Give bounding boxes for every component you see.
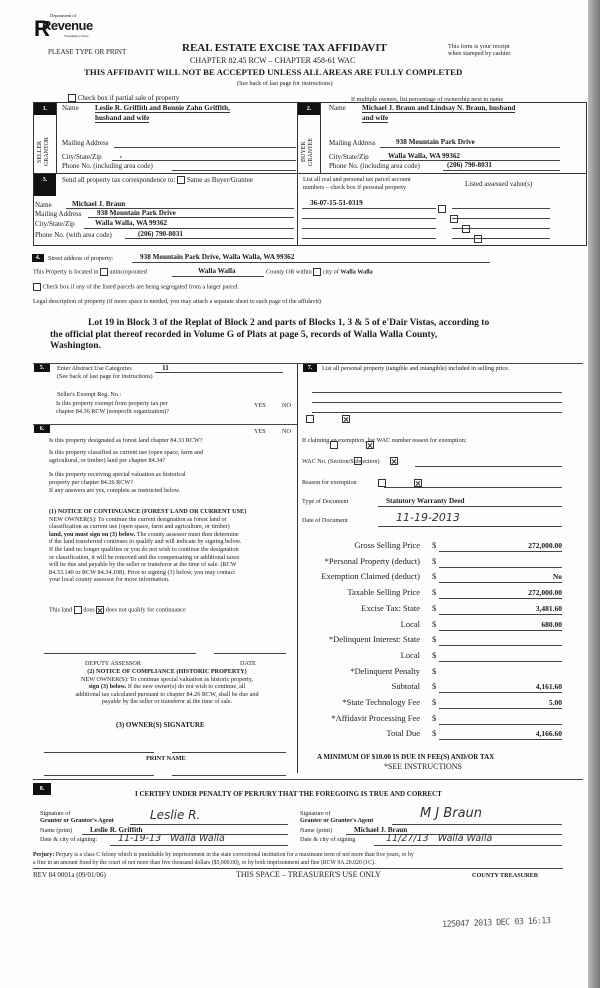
- tax-row-value[interactable]: [439, 651, 562, 662]
- buyer-name-field-line2[interactable]: and wife: [362, 114, 389, 122]
- assessed-value-field[interactable]: [452, 238, 550, 239]
- correspondence-phone-field[interactable]: (206) 790-8031: [138, 230, 183, 238]
- exemption-reason-field[interactable]: [384, 487, 562, 488]
- assessed-value-field[interactable]: [452, 208, 550, 209]
- personal-property-label: List all personal property (tangible and intangible) included in selling price.: [322, 365, 510, 372]
- buyer-city-field[interactable]: Walla Walla, WA 99362: [388, 152, 461, 160]
- segregated-checkbox[interactable]: [33, 283, 41, 291]
- scan-edge: [588, 0, 600, 988]
- form-title: REAL ESTATE EXCISE TAX AFFIDAVIT: [182, 42, 387, 54]
- logo-swoosh-icon: R: [34, 16, 50, 41]
- tax-row-value[interactable]: 272,000.00: [439, 541, 562, 552]
- tax-row-value[interactable]: 3,481.60: [439, 604, 562, 615]
- dollar-sign: $: [432, 619, 437, 629]
- dollar-sign: $: [432, 571, 437, 581]
- legal-description-text[interactable]: Lot 19 in Block 3 of the Replat of Block 2 and parts of Blocks 1, 3 & 5 of e'Dair Vistas, according to the official plat thereof recorded in Volume G of Plats at page 5, records of Walla Walla County, Washington.: [50, 318, 490, 351]
- seller-city-field[interactable]: ,: [120, 151, 122, 159]
- tax-row-value[interactable]: 4,161.60: [439, 682, 562, 693]
- dollar-sign: $: [432, 587, 437, 597]
- tax-row-label: *Affidavit Processing Fee: [331, 713, 420, 723]
- assessed-header: Listed assessed value(s): [465, 180, 533, 188]
- grantor-signature[interactable]: Leslie R.: [150, 808, 201, 822]
- parcel-number-field[interactable]: 36-07-15-51-0319: [310, 199, 363, 207]
- assessor-date-line[interactable]: [214, 653, 286, 654]
- dollar-sign: $: [432, 728, 437, 738]
- parcel-header: List all real and personal tax parcel account numbers – check box if personal property: [303, 176, 411, 191]
- cashier-stamp: 125047 2013 DEC 03 16:13: [441, 916, 551, 930]
- correspondence-row: Send all property tax correspondence to: Same as Buyer/Grantee: [62, 176, 253, 184]
- owner-signature-line[interactable]: [44, 752, 154, 753]
- grantee-date-city-field[interactable]: 11/27/13 Walla Walla: [386, 833, 493, 844]
- county-treasurer-label: COUNTY TREASURER: [472, 872, 539, 879]
- unincorporated-checkbox[interactable]: [100, 268, 108, 276]
- tax-row-label: Local: [400, 650, 420, 660]
- tax-row-value[interactable]: No: [439, 572, 562, 583]
- partial-sale-checkbox[interactable]: Check box if partial sale of property: [68, 94, 179, 102]
- legal-description-label: Legal description of property (if more space is needed, you may attach a separate sheet to each page of the affidavit): [33, 298, 321, 305]
- wac-number-field[interactable]: [415, 466, 562, 467]
- tax-row-label: Total Due: [386, 728, 420, 738]
- tax-row-label: *Personal Property (deduct): [324, 556, 420, 566]
- dor-logo: R Department of Revenue Washington State: [34, 13, 93, 41]
- assessed-value-field[interactable]: [452, 228, 550, 229]
- form-revision: REV 84 0001a (09/01/06): [33, 871, 106, 879]
- correspondence-name-field[interactable]: Michael J. Braun: [72, 200, 126, 208]
- buyer-mailing-field[interactable]: 938 Mountain Park Drive: [396, 138, 475, 146]
- section-2-number: 2.: [298, 103, 320, 115]
- please-type: PLEASE TYPE OR PRINT: [48, 48, 127, 56]
- receipt-note: This form is your receipt when stamped by cashier.: [448, 43, 512, 57]
- personal-property-line[interactable]: [312, 392, 562, 393]
- same-as-buyer-checkbox[interactable]: [177, 176, 185, 184]
- correspondence-mailing-field[interactable]: 938 Mountain Park Drive: [97, 209, 176, 217]
- tax-row-label: *Delinquent Penalty: [350, 666, 420, 676]
- does-not-qualify-checkbox[interactable]: [96, 606, 104, 614]
- see-instructions: *SEE INSTRUCTIONS: [384, 762, 463, 771]
- document-type-field[interactable]: Statutory Warranty Deed: [386, 497, 465, 505]
- tax-row-value[interactable]: [439, 714, 562, 725]
- grantor-name-field[interactable]: Leslie R. Griffith: [90, 826, 143, 834]
- dollar-sign: $: [432, 540, 437, 550]
- dollar-sign: $: [432, 697, 437, 707]
- buyer-phone-field[interactable]: (206) 790-8031: [447, 161, 492, 169]
- print-name-line[interactable]: [44, 775, 154, 776]
- dollar-sign: $: [432, 603, 437, 613]
- buyer-grantee-label: BUYER GRANTEE: [301, 138, 314, 166]
- print-name-line[interactable]: [172, 775, 286, 776]
- tax-row-label: Subtotal: [391, 681, 420, 691]
- seller-phone-field[interactable]: [172, 170, 296, 171]
- property-street-field[interactable]: 938 Mountain Park Drive, Walla Walla, WA 99362: [140, 253, 295, 261]
- tax-row-label: Local: [400, 619, 420, 629]
- tax-row-label: Exemption Claimed (deduct): [321, 571, 420, 581]
- city-of-checkbox[interactable]: [313, 268, 321, 276]
- segregated-row: Check box if any of the listed parcels are being segregated from a larger parcel.: [33, 283, 239, 291]
- grantee-name-field[interactable]: Michael J. Braun: [354, 826, 408, 834]
- personal-property-checkbox[interactable]: [474, 235, 482, 243]
- tax-row-label: *State Technology Fee: [342, 697, 420, 707]
- tax-row-value[interactable]: 5.00: [439, 698, 562, 709]
- personal-property-checkbox[interactable]: [450, 215, 458, 223]
- notice-of-compliance: (2) NOTICE OF COMPLIANCE (HISTORIC PROPERTY) NEW OWNER(S): To continue special valuation as historic property, sign (3) below. If the new owner(s) do not wish to continue, all additional tax calculated pursuant to chapter 84.26 RCW, shall be due and payable by the seller or transferor at the time of sale.: [75, 668, 259, 706]
- notice-of-continuance: (1) NOTICE OF CONTINUANCE (FOREST LAND OR CURRENT USE) NEW OWNER(S): To continue the current designation as forest land or classification as current use (open space, farm and agriculture, or timber) land, you must sign on (3) below. The county assessor must then determine if the land transferred continues to qualify and will indicate by signing below. If the land no longer qualifies or you do not wish to continue the designation or classification, it will be removed and the compensating or additional taxes will be due and payable by the seller or transferor at the time of sale. (RCW 84.33.140 or RCW 84.34.108). Prior to signing (3) below, you may contact your local county assessor for more information.: [49, 508, 247, 584]
- tax-row-value[interactable]: [439, 635, 562, 646]
- continuance-row: This land does does not qualify for continuance: [49, 606, 186, 614]
- dollar-sign: $: [432, 634, 437, 644]
- personal-property-line[interactable]: [312, 412, 562, 413]
- personal-property-checkbox[interactable]: [462, 225, 470, 233]
- tax-row-label: Taxable Selling Price: [347, 587, 420, 597]
- dollar-sign: $: [432, 713, 437, 723]
- seller-name-field-line2[interactable]: husband and wife: [95, 114, 150, 122]
- form-subtitle: CHAPTER 82.45 RCW – CHAPTER 458-61 WAC: [190, 56, 356, 65]
- perjury-notice: Perjury: Perjury is a class C felony which is punishable by imprisonment in the state correctional institution for a maximum term of not more than five years, or by a fine in an amount fixed by the court of not more than five thousand dollars ($5,000.00), or by both imprisonment and fine (RCW 9A.20.020 (1C).: [33, 852, 414, 866]
- see-back-note: (See back of last page for instructions): [237, 80, 333, 87]
- tax-row-label: Gross Selling Price: [354, 540, 420, 550]
- section-6-number: 6.: [34, 425, 50, 433]
- tax-row-label: Excise Tax: State: [361, 603, 420, 613]
- seller-grantor-label: SELLER GRANTOR: [37, 137, 50, 167]
- owner-signature-line[interactable]: [172, 752, 286, 753]
- abstract-use-field[interactable]: 11: [162, 364, 169, 372]
- current-use-no-checkbox[interactable]: [390, 457, 398, 465]
- nonprofit-yes-checkbox[interactable]: [306, 415, 314, 423]
- section-8-number: 8.: [33, 783, 51, 795]
- document-date-field[interactable]: 11-19-2013: [396, 511, 460, 524]
- personal-property-line[interactable]: [312, 402, 562, 403]
- section-7-number: 7.: [303, 364, 317, 372]
- county-field[interactable]: Walla Walla: [198, 267, 236, 275]
- dollar-sign: $: [432, 681, 437, 691]
- personal-property-checkbox[interactable]: [438, 205, 446, 213]
- section-1-number: 1.: [34, 103, 56, 115]
- tax-row-value[interactable]: [439, 667, 562, 678]
- minimum-note: A MINIMUM OF $10.00 IS DUE IN FEE(S) AND/OR TAX: [317, 753, 495, 761]
- seller-mailing-field[interactable]: [114, 147, 296, 148]
- nonprofit-no-checkbox[interactable]: [342, 415, 350, 423]
- certify-statement: I CERTIFY UNDER PENALTY OF PERJURY THAT THE FOREGOING IS TRUE AND CORRECT: [135, 790, 442, 798]
- dollar-sign: $: [432, 556, 437, 566]
- tax-row-label: *Delinquent Interest: State: [328, 634, 420, 644]
- tax-row-value[interactable]: 680.00: [439, 620, 562, 631]
- affidavit-page: R Department of Revenue Washington State PLEASE TYPE OR PRINT REAL ESTATE EXCISE TAX AFFIDAVIT CHAPTER 82.45 RCW – CHAPTER 458-61 WAC This form is your receipt when stamped by cashier. THIS AFFIDAVIT WILL NOT BE ACCEPTED UNLESS ALL AREAS ARE FULLY COMPLETED (See back of last page for instructions) Check box if partial sale of property If multiple owners, list percentage of ownership next to name 1. SELLER GRANTOR Name Leslie R. Griffith and Bonnie Zahn Griffith, husband and wife Mailing Address City/State/Zip , Phone No. (including area code) 2. BUYER GRANTEE Name Michael J. Braun and Lindsay N. Braun, husband and wife Mailing Address 938 Mountain Park Drive City/State/Zip Walla Walla, WA 99362 Phone No. (including area code) (206) 790-8031 3. Send all property tax correspondence to: Same as Buyer/Grantee Name Michael J. Braun Mailing Address 938 Mountain Park Drive City/State/Zip Walla Walla, WA 99362 Phone No. (with area code) (206) 790-8031 List all real and personal tax parcel account numbers – check box if personal property Listed assessed value(s) 36-07-15-51-0319 4. Street address of property: 938 Mountain Park Drive, Walla Walla, WA 99362 This Property is located in unincorporated Walla Walla County OR within city of Walla Walla Check box if any of the listed parcels are being segregated from a larger parcel. Legal description of property (if more space is needed, you may attach a separate sheet to each page of the affidavit) Lot 19 in Block 3 of the Replat of Block 2 and parts of Blocks 1, 3 & 5 of e'Dair Vistas, according to the official plat thereof recorded in Volume G of Plats at page 5, records of Walla Walla County, Washington. 5. Enter Abstract Use Categories 11 (See back of last page for instructions) Seller's Exempt Reg. No.: Is this property exempt from property tax per chapter 84.36 RCW (nonprofit organization)? YES NO 6. YES NO Is this property designated as forest land chapter 84.33 RCW? Is this property classified as current use (open space, farm and agricultural, or timber) land per chapter 84.34? Is this property receiving special valuation as historical property per chapter 84.26 RCW? If any answers are yes, complete as instructed below. (1) NOTICE OF CONTINUANCE (FOREST LAND OR CURRENT USE) NEW OWNER(S): To continue the current designation as forest land or classification as current use (open space, farm and agriculture, or timber) land, you must sign on (3) below. The county assessor must then determine if the land transferred continues to qualify and will indicate by signing below. If the land no longer qualifies or you do not wish to continue the designation or classification, it will be removed and the compensating or additional taxes will be due and payable by the seller or transferor at the time of sale. (RCW 84.33.140 or RCW 84.34.108). Prior to signing (3) below, you may contact your local county assessor for more information. This land does does not qualify for continuance DEPUTY ASSESSOR DATE (2) NOTICE OF COMPLIANCE (HISTORIC PROPERTY) NEW OWNER(S): To continue special valuation as historic property, sign (3) below. If the new owner(s) do not wish to continue, all additional tax calculated pursuant to chapter 84.26 RCW, shall be due and payable by the seller or transferor at the time of sale. (3) OWNER(S) SIGNATURE PRINT NAME 7. List all personal property (tangible and intangible) included in selling price. If claiming an exemption, list WAC number reason for exemption: WAC No. (Section/Subsection) Reason for exemption Type of Document Statutory Warranty Deed Date of Document 11-19-2013 Gross Selling Price $ 272,000.00 *Personal Property (deduct) $ Exemption Claimed (deduct) $ No Taxable Selling Price $ 272,000.00 Excise Tax: State $ 3,481.60 Local $ 680.00 *Delinquent Interest: State $ Local $ *Delinquent Penalty $ Subtotal $ 4,161.60 *State Technology Fee $ 5.00 *Affidavit Processing Fee $ Total Due $ 4,166.60 A MINIMUM OF $10.00 IS DUE IN FEE(S) AND/OR TAX *SEE INSTRUCTIONS 8. I CERTIFY UNDER PENALTY OF PERJURY THAT THE FOREGOING IS TRUE AND CORRECT Signature of Grantor or Grantor's Agent Leslie R. Name (print) Leslie R. Griffith Date & city of signing: 11-19-13 Walla Walla Signature of Grantee or Grantee's Agent M J Braun Name (print) Michael J. Braun Date & city of signing 11/27/13 Walla Walla Perjury: Perjury is a class C felony which is punishable by imprisonment in the state correctional institution for a maximum term of not more than five years, or by a fine in an amount fixed by the court of not more than five thousand dollars ($5,000.00), or by both imprisonment and fine (RCW 9A.20.020 (1C). REV 84 0001a (09/01/06) THIS SPACE – TREASURER'S USE ONLY COUNTY TREASURER 125047 2013 DEC 03 16:13: [0, 0, 588, 988]
- city-of-row: County OR within city of Walla Walla: [266, 268, 373, 276]
- dollar-sign: $: [432, 650, 437, 660]
- correspondence-city-field[interactable]: Walla Walla, WA 99362: [95, 219, 168, 227]
- grantor-date-city-field[interactable]: 11-19-13 Walla Walla: [118, 833, 225, 844]
- assessed-value-field[interactable]: [452, 218, 550, 219]
- located-row: This Property is located in unincorporated: [33, 268, 147, 276]
- seller-name-field[interactable]: Leslie R. Griffith and Bonnie Zahn Griffith,: [95, 104, 230, 112]
- tax-row-value[interactable]: [439, 557, 562, 568]
- dollar-sign: $: [432, 666, 437, 676]
- buyer-name-field[interactable]: Michael J. Braun and Lindsay N. Braun, husband: [362, 104, 516, 112]
- multiple-owners-note: If multiple owners, list percentage of ownership next to name: [351, 96, 504, 103]
- tax-row-value[interactable]: 4,166.60: [439, 729, 562, 740]
- acceptance-warning: THIS AFFIDAVIT WILL NOT BE ACCEPTED UNLESS ALL AREAS ARE FULLY COMPLETED: [84, 67, 463, 77]
- section-5-number: 5.: [34, 364, 50, 372]
- treasurer-use-label: THIS SPACE – TREASURER'S USE ONLY: [236, 870, 381, 879]
- tax-row-value[interactable]: 272,000.00: [439, 588, 562, 599]
- deputy-assessor-line[interactable]: [44, 653, 196, 654]
- grantee-signature[interactable]: M J Braun: [420, 806, 483, 821]
- section-4-number: 4.: [32, 254, 44, 262]
- does-qualify-checkbox[interactable]: [74, 606, 82, 614]
- section-3-number: 3.: [34, 174, 56, 196]
